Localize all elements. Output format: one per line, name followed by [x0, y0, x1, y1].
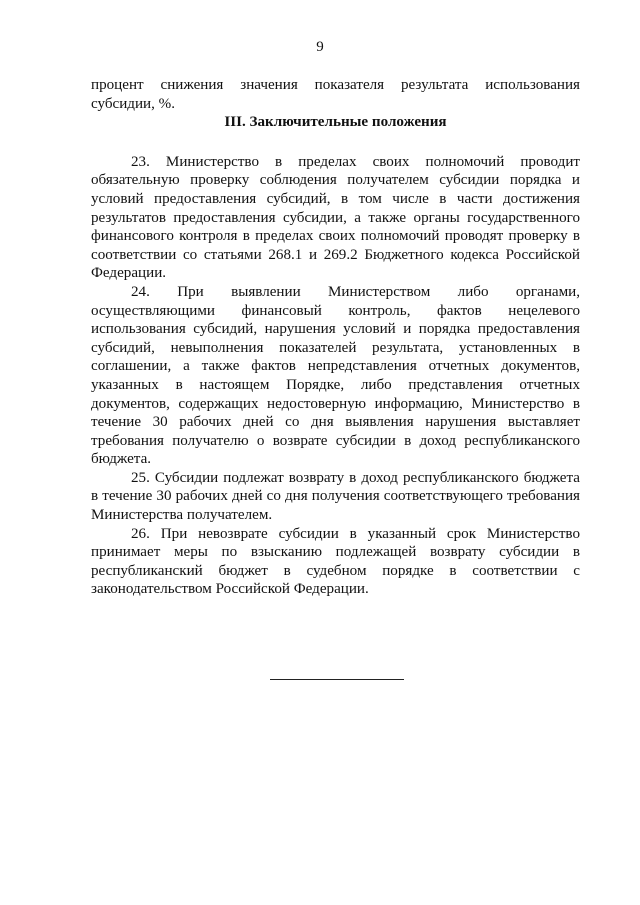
continuation-paragraph [91, 76, 580, 113]
continuation-line-2: субсидии, %. [91, 95, 176, 112]
page-number: 9 [316, 39, 324, 55]
continuation-line-1: процент снижения значения показателя результата использования [91, 77, 580, 93]
paragraph-26: 26. При невозврате субсидии в указанный срок Министерство принимает меры по взысканию подлежащей возврату субсидии в республиканский бюджет в судебном порядке в соответствии с законодательством Российской Федерации. [91, 525, 580, 598]
paragraph-25: 25. Субсидии подлежат возврату в доход республиканского бюджета в течение 30 рабочих дней со дня получения соответствующего требования Министерства получателем. [91, 469, 580, 524]
section-heading: III. Заключительные положения [224, 114, 447, 131]
document-body [91, 76, 580, 599]
paragraph-24: 24. При выявлении Министерством либо органами, осуществляющими финансовый контроль, фактов нецелевого использования субсидий, нарушения условий и порядка предоставления субсидий, невыполнения показателей результата, установленных в соглашении, а также фактов непредставления отчетных документов, указанных в настоящем Порядке, либо представления отчетных документов, содержащих недостоверную информацию, Министерство в течение 30 рабочих дней со дня выявления нарушения выставляет требования получателю о возврате субсидии в доход республиканского бюджета. [91, 283, 580, 468]
closing-separator-line [270, 679, 404, 680]
paragraph-23: 23. Министерство в пределах своих полномочий проводит обязательную проверку соблюдения получателем субсидии порядка и условий предоставления субсидий, в том числе в части достижения результатов предоставления субсидии, а также органы государственного финансового контроля в пределах своих полномочий проводят проверку в соответствии со статьями 268.1 и 269.2 Бюджетного кодекса Российской Федерации. [91, 153, 580, 282]
